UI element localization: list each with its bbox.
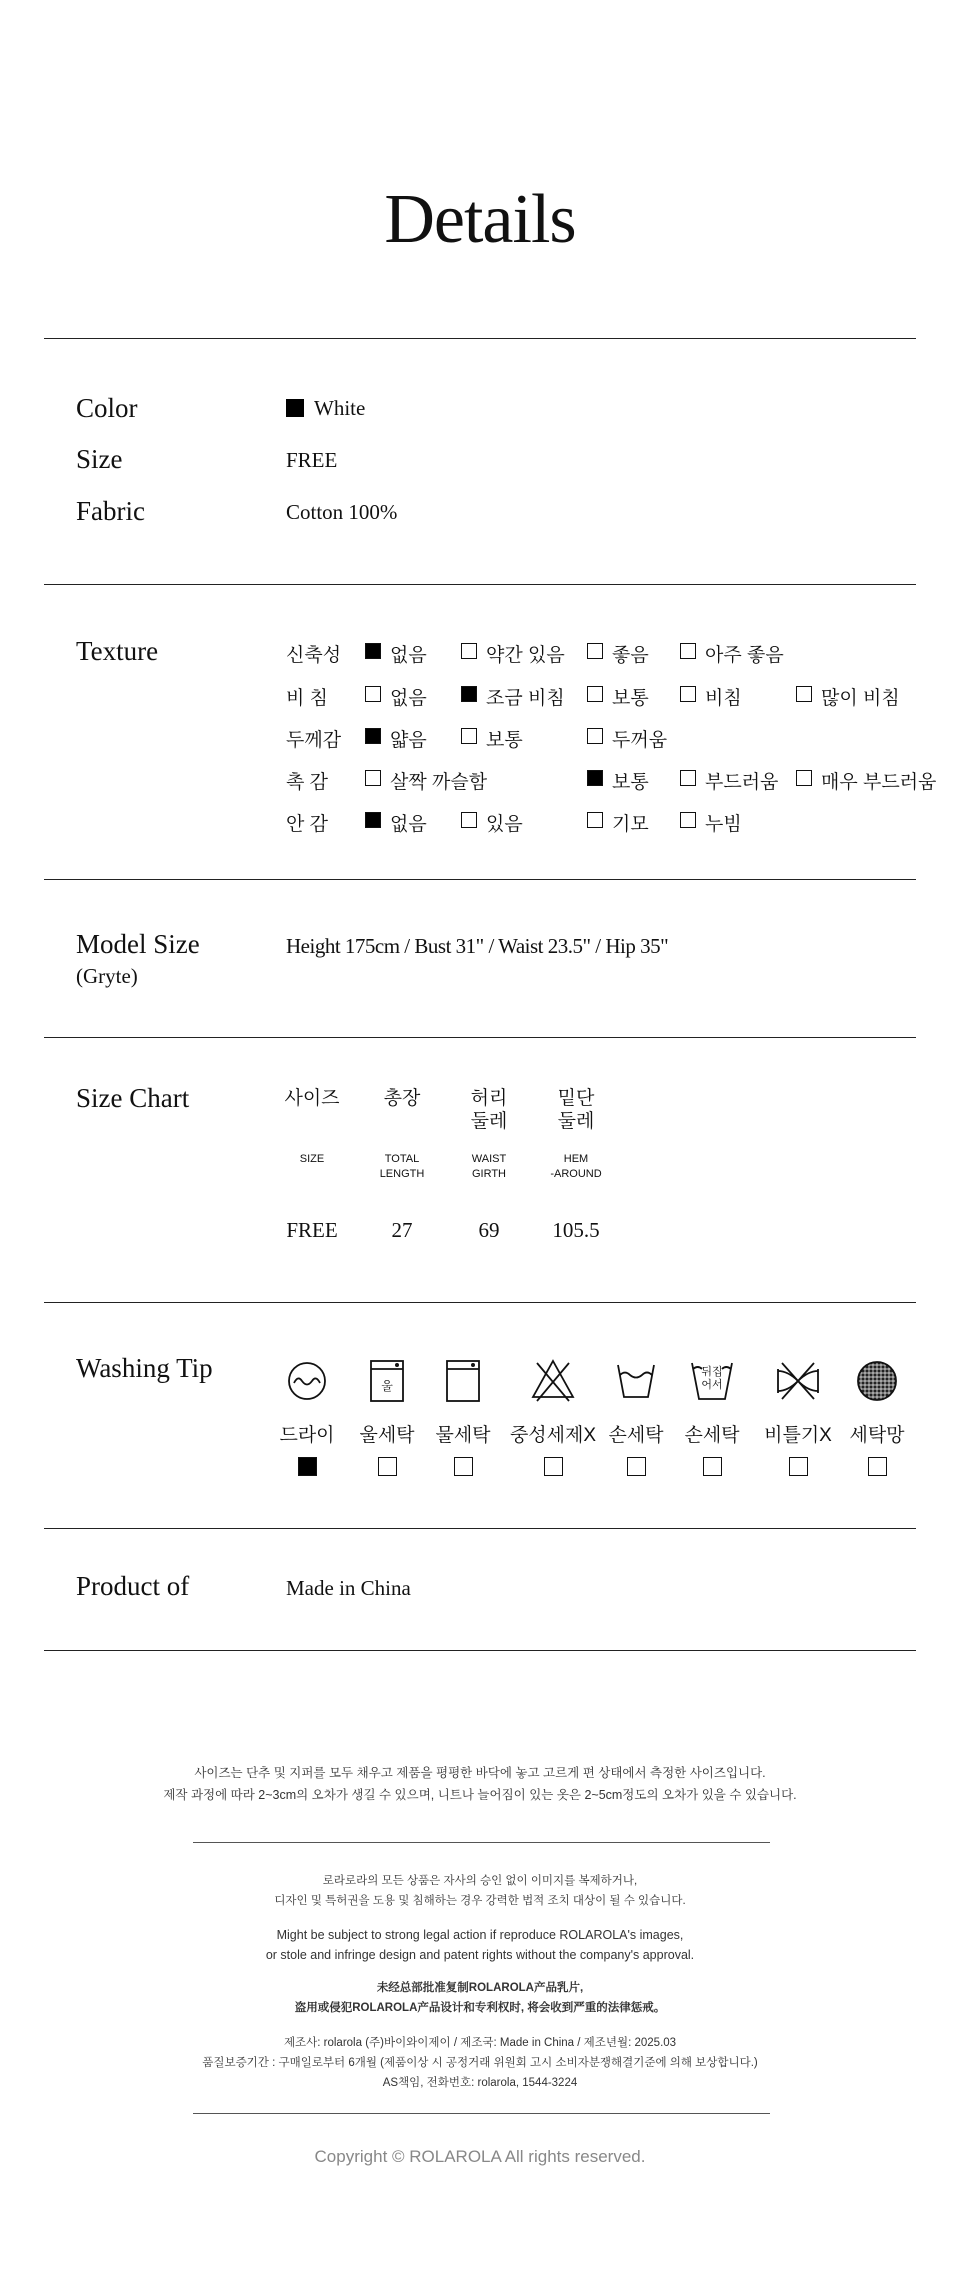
texture-option-label: 많이 비침	[821, 688, 900, 709]
texture-checkbox	[365, 643, 381, 659]
size-chart-value: 105.5	[552, 1218, 600, 1242]
texture-checkbox	[796, 770, 812, 786]
texture-row-name: 두께감	[286, 730, 342, 751]
size-chart-header-en: TOTAL LENGTH	[379, 1153, 425, 1180]
texture-option-label: 부드러움	[705, 772, 779, 793]
size-note-line-2: 제작 과정에 따라 2~3cm의 오차가 생길 수 있으며, 니트나 늘어짐이 있는 옷은 2~5cm정도의 오차가 있을 수 있습니다.	[163, 1788, 797, 1802]
texture-option-label: 기모	[612, 814, 649, 835]
washing-tip-label-6: 비틀기X	[764, 1425, 832, 1446]
product-of-label: Product of	[76, 1571, 190, 1601]
no-wring-icon	[774, 1357, 822, 1405]
product-of-value: Made in China	[286, 1576, 411, 1600]
texture-row-name: 촉 감	[286, 772, 328, 793]
texture-option-label: 보통	[612, 688, 649, 709]
inside-out-wash-icon	[688, 1357, 736, 1405]
size-chart-value: FREE	[286, 1218, 338, 1242]
washing-tip-label-1: 울세탁	[359, 1425, 415, 1446]
texture-checkbox	[365, 770, 381, 786]
divider	[44, 584, 916, 585]
model-name: (Gryte)	[76, 964, 138, 988]
texture-checkbox	[796, 686, 812, 702]
texture-row-name: 신축성	[286, 645, 342, 666]
water-wash-icon	[439, 1357, 487, 1405]
wool-wash-icon	[363, 1357, 411, 1405]
washing-checkbox	[789, 1457, 808, 1476]
texture-option-label: 없음	[390, 645, 427, 666]
maker-info: 제조사: rolarola (주)바이와이제이 / 제조국: Made in China / 제조년월: 2025.03	[283, 2037, 677, 2049]
texture-checkbox	[365, 728, 381, 744]
fabric-label: Fabric	[76, 496, 145, 526]
washing-tip-label-0: 드라이	[279, 1425, 335, 1446]
size-label: Size	[76, 444, 123, 474]
divider	[44, 1528, 916, 1529]
divider	[44, 1650, 916, 1651]
texture-option-label: 아주 좋음	[705, 645, 784, 666]
texture-option-label: 조금 비침	[486, 688, 565, 709]
size-chart-label: Size Chart	[76, 1083, 190, 1113]
legal-en-line-2: or stole and infringe design and patent rights without the company's approval.	[265, 1948, 695, 1962]
legal-en-line-1: Might be subject to strong legal action if reproduce ROLAROLA's images,	[276, 1928, 684, 1942]
hand-wash-icon	[612, 1357, 660, 1405]
texture-option-label: 약간 있음	[486, 645, 565, 666]
texture-option-label: 있음	[486, 814, 523, 835]
color-swatch	[286, 399, 304, 417]
texture-option-label: 좋음	[612, 645, 649, 666]
washing-checkbox	[868, 1457, 887, 1476]
texture-checkbox	[365, 812, 381, 828]
texture-checkbox	[680, 812, 696, 828]
washing-checkbox	[298, 1457, 317, 1476]
divider	[44, 1037, 916, 1038]
color-label: Color	[76, 393, 138, 423]
texture-row-name: 안 감	[286, 814, 328, 835]
texture-checkbox	[680, 643, 696, 659]
washing-tip-label: Washing Tip	[76, 1353, 213, 1383]
svg-text:어서: 어서	[701, 1378, 723, 1391]
size-chart-header-ko: 사이즈	[284, 1088, 340, 1109]
texture-row-name: 비 침	[286, 688, 328, 709]
texture-checkbox	[461, 686, 477, 702]
washing-checkbox	[544, 1457, 563, 1476]
color-value	[286, 396, 365, 421]
size-chart-header-en: WAIST GIRTH	[471, 1153, 507, 1180]
size-chart-header-en: SIZE	[299, 1153, 325, 1165]
size-chart-value: 69	[478, 1218, 500, 1242]
model-size-value: Height 175cm / Bust 31" / Waist 23.5" / Hip 35"	[286, 934, 669, 958]
size-chart-header-ko: 밑단 둘레	[557, 1088, 595, 1132]
texture-checkbox	[587, 643, 603, 659]
texture-checkbox	[680, 770, 696, 786]
size-chart-value: 27	[391, 1218, 413, 1242]
size-note-line-1: 사이즈는 단추 및 지퍼를 모두 채우고 제품을 평평한 바닥에 놓고 고르게 편 상태에서 측정한 사이즈입니다.	[194, 1766, 766, 1780]
texture-option-label: 보통	[486, 730, 523, 751]
texture-checkbox	[365, 686, 381, 702]
divider	[44, 338, 916, 339]
laundry-net-icon	[853, 1357, 901, 1405]
washing-checkbox	[703, 1457, 722, 1476]
svg-text:울: 울	[381, 1379, 393, 1393]
texture-option-label: 두꺼움	[612, 730, 668, 751]
legal-zh-line-1: 未经总部批准复制ROLAROLA产品乳片,	[376, 1982, 584, 1994]
texture-option-label: 보통	[612, 772, 649, 793]
texture-checkbox	[587, 812, 603, 828]
as-info: AS책임, 전화번호: rolarola, 1544-3224	[382, 2077, 578, 2089]
legal-ko-line-1: 로라로라의 모든 상품은 자사의 승인 없이 이미지를 복제하거나,	[322, 1875, 638, 1887]
texture-option-label: 살짝 까슬함	[390, 772, 488, 793]
washing-checkbox	[378, 1457, 397, 1476]
texture-option-label: 없음	[390, 814, 427, 835]
washing-checkbox	[454, 1457, 473, 1476]
size-value: FREE	[286, 448, 338, 472]
texture-checkbox	[461, 812, 477, 828]
washing-tip-label-3: 중성세제X	[509, 1425, 597, 1446]
washing-tip-label-7: 세탁망	[849, 1425, 905, 1446]
neutral-detergent-icon	[529, 1357, 577, 1405]
texture-option-label: 누빔	[705, 814, 742, 835]
texture-label: Texture	[76, 636, 159, 666]
texture-checkbox	[587, 686, 603, 702]
texture-option-label: 없음	[390, 688, 427, 709]
texture-checkbox	[461, 643, 477, 659]
washing-tip-label-2: 물세탁	[435, 1425, 491, 1446]
size-chart-header-ko: 총장	[383, 1088, 421, 1109]
copyright-text: Copyright © ROLAROLA All rights reserved.	[314, 2147, 646, 2166]
color-value-text: White	[314, 396, 366, 420]
size-chart-header-ko: 허리 둘레	[470, 1088, 508, 1132]
note-divider	[193, 2113, 770, 2114]
legal-zh-line-2: 盗用或侵犯ROLAROLA产品设计和专利权时, 将会收到严重的法律惩戒。	[294, 2002, 666, 2014]
washing-tip-label-5: 손세탁	[684, 1425, 740, 1446]
texture-checkbox	[461, 728, 477, 744]
warranty-info: 품질보증기간 : 구매일로부터 6개월 (제품이상 시 공정거래 위원회 고시 소비자분쟁해결기준에 의해 보상합니다.)	[202, 2057, 758, 2069]
texture-checkbox	[680, 686, 696, 702]
legal-ko-line-2: 디자인 및 특허권을 도용 및 침해하는 경우 강력한 법적 조치 대상이 될 수 있습니다.	[274, 1895, 686, 1907]
texture-checkbox	[587, 770, 603, 786]
washing-checkbox	[627, 1457, 646, 1476]
texture-option-label: 얇음	[390, 730, 427, 751]
dry-clean-icon	[283, 1357, 331, 1405]
note-divider	[193, 1842, 770, 1843]
svg-text:뒤집: 뒤집	[701, 1365, 723, 1378]
divider	[44, 879, 916, 880]
page-title: Details	[384, 181, 576, 258]
divider	[44, 1302, 916, 1303]
model-size-label: Model Size	[76, 929, 200, 959]
size-chart-header-en: HEM -AROUND	[550, 1153, 602, 1180]
washing-tip-label-4: 손세탁	[608, 1425, 664, 1446]
fabric-value: Cotton 100%	[286, 500, 398, 524]
texture-option-label: 비침	[705, 688, 742, 709]
texture-checkbox	[587, 728, 603, 744]
texture-option-label: 매우 부드러움	[821, 772, 937, 793]
